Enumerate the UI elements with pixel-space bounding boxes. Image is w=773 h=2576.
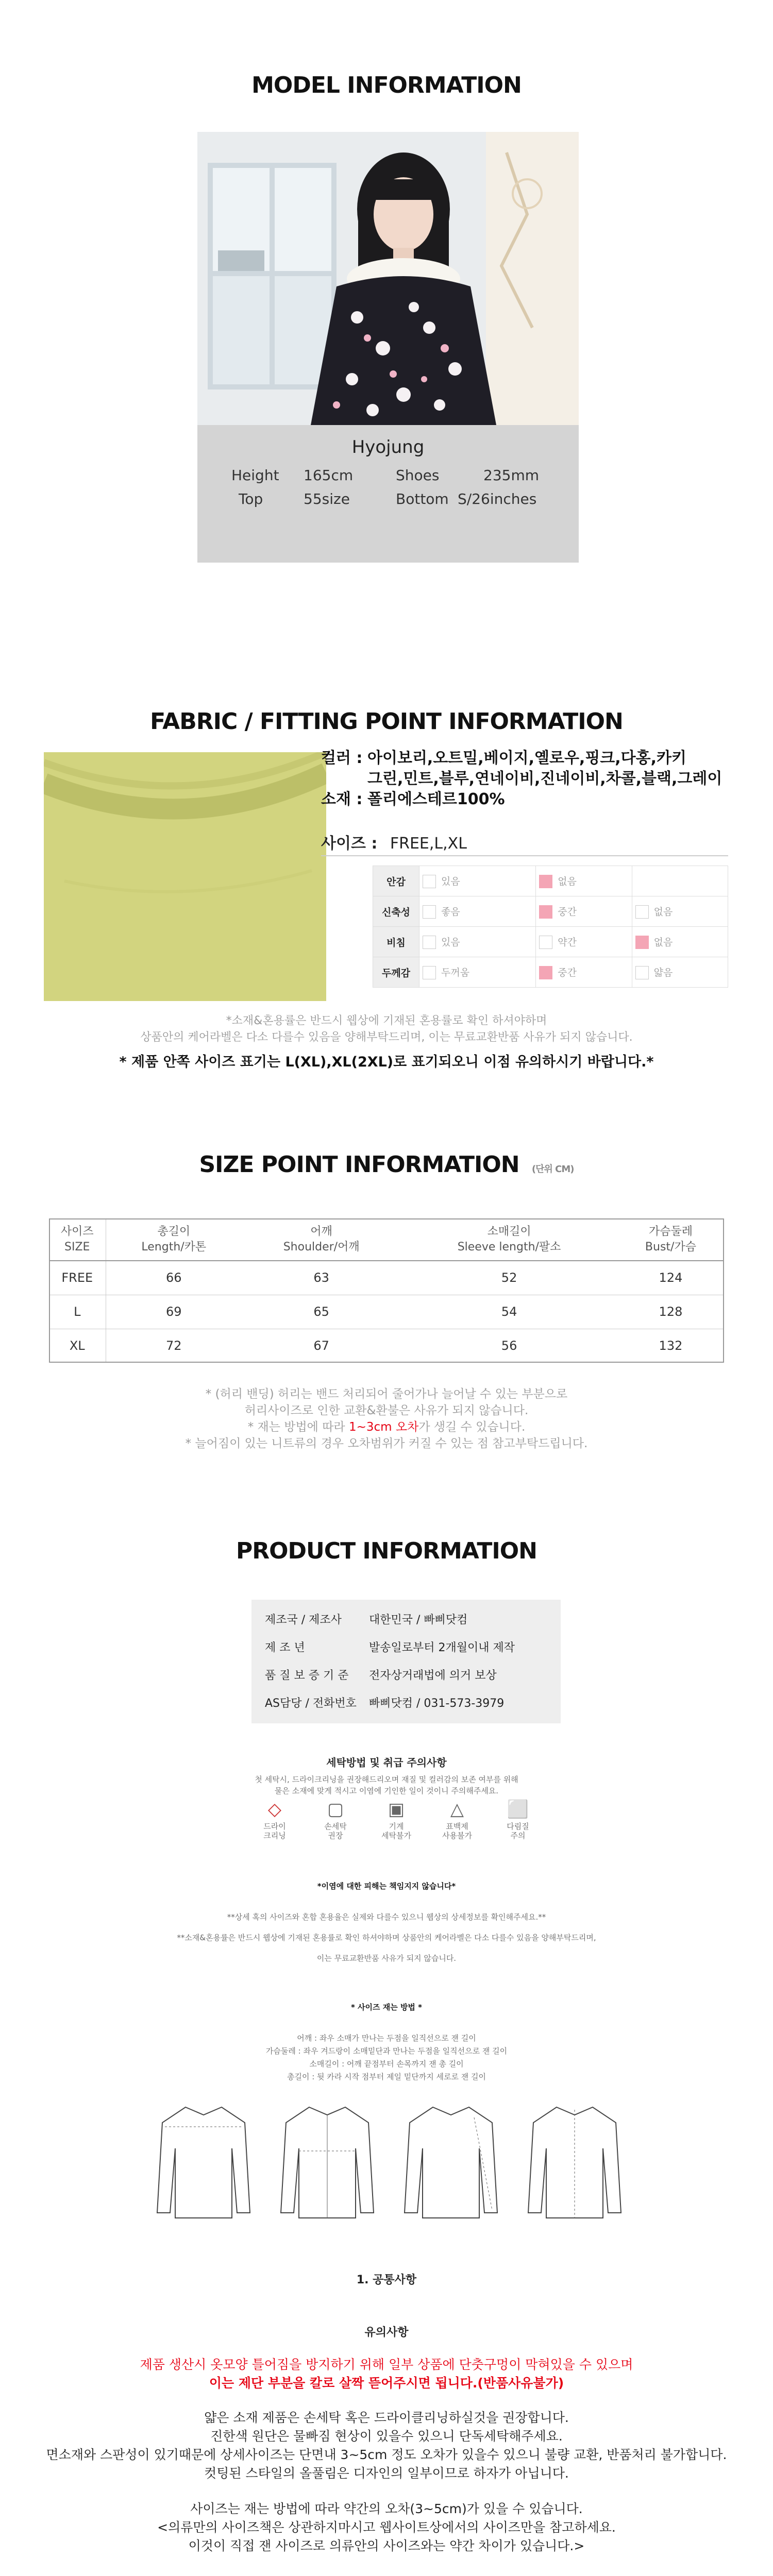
notice-line: 사이즈는 재는 방법에 따라 약간의 오차(3~5cm)가 있을 수 있습니다. bbox=[190, 2501, 583, 2516]
product-info-row bbox=[251, 1639, 561, 1662]
fit-row-label: 두께감 bbox=[373, 957, 419, 988]
product-info-value: 대한민국 / 빠삐닷컴 bbox=[369, 1614, 468, 1626]
product-info-row bbox=[251, 1611, 561, 1634]
notice-line: 컷팅된 스타일의 올풀림은 디자인의 일부이므로 하자가 아닙니다. bbox=[204, 2466, 569, 2481]
spec-key: Bottom bbox=[396, 490, 449, 507]
size-table-frame bbox=[49, 1218, 724, 1363]
product-info-key: 품 질 보 증 기 준 bbox=[265, 1669, 349, 1682]
iron-caution-icon: ⬜ 다림질 주의 bbox=[507, 1799, 529, 1840]
care-note-2: **소재&혼용률은 반드시 웹상에 기재된 혼용률로 확인 하셔야하며 상품안의 케어라벨은 다소 다를수 있음을 양해부탁드리며, bbox=[177, 1933, 596, 1942]
size-cell: 65 bbox=[242, 1295, 401, 1329]
fit-option: 없음 bbox=[632, 896, 728, 927]
fabric-photo bbox=[44, 752, 326, 1001]
fabric-note-2: 상품안의 케어라벨은 다소 다를수 있음을 양해부탁드리며, 이는 무료교환반품 사유가 되지 않습니다. bbox=[140, 1031, 633, 1044]
spec-value: 55size bbox=[304, 490, 350, 507]
size-note-1: * (허리 밴딩) 허리는 밴드 처리되어 줄어가나 늘어날 수 있는 부분으로 bbox=[205, 1387, 568, 1401]
size-cell: 52 bbox=[401, 1261, 617, 1295]
size-cell: 124 bbox=[617, 1261, 724, 1295]
no-machine-wash-icon: ▣ 기계 세탁불가 bbox=[381, 1799, 411, 1840]
fit-row-label: 안감 bbox=[373, 866, 419, 896]
fitting-table bbox=[373, 866, 728, 988]
product-info-key: 제조국 / 제조사 bbox=[265, 1614, 342, 1626]
size-note-2: 허리사이즈로 인한 교환&환불은 사유가 되지 않습니다. bbox=[244, 1404, 529, 1417]
model-section-title: MODEL INFORMATION bbox=[251, 72, 522, 98]
size-note-4: * 늘어짐이 있는 니트류의 경우 오차범위가 커질 수 있는 점 참고부탁드립니다. bbox=[185, 1437, 588, 1450]
model-spec-row bbox=[197, 490, 579, 511]
divider bbox=[321, 855, 728, 856]
product-info-value: 발송일로부터 2개월이내 제작 bbox=[369, 1641, 515, 1654]
fit-option: 없음 bbox=[536, 866, 632, 896]
measure-line: 소매길이 : 어깨 끝점부터 손목까지 잰 총 길이 bbox=[309, 2059, 464, 2069]
checkbox-icon bbox=[423, 905, 436, 919]
size-cell: 67 bbox=[313, 1338, 329, 1353]
size-cell: 128 bbox=[617, 1295, 724, 1329]
checkbox-icon bbox=[539, 936, 552, 949]
spec-value: 235mm bbox=[483, 467, 539, 484]
fit-option: 두꺼움 bbox=[419, 957, 536, 988]
care-note-1: **상세 혹의 사이즈와 혼합 혼용율은 실제와 다를수 있으니 웹상의 상세정보를 확인해주세요.** bbox=[227, 1912, 546, 1922]
spec-value: 165cm bbox=[304, 467, 354, 484]
size-title-text: SIZE POINT INFORMATION bbox=[199, 1151, 519, 1178]
fit-option: 있음 bbox=[419, 866, 536, 896]
fit-row bbox=[373, 896, 728, 927]
fit-option: 없음 bbox=[632, 927, 728, 957]
care-title: 세탁방법 및 취급 주의사항 bbox=[326, 1756, 447, 1769]
color-value-line1: 아이보리,오트밀,베이지,옐로우,핑크,다홍,카키 bbox=[367, 749, 686, 767]
care-intro-1: 첫 세탁시, 드라이크리닝을 권장해드리오며 재질 및 컬러감의 보존 여부를 위해 bbox=[255, 1775, 518, 1784]
size-header-cell: 어깨 Shoulder/어깨 bbox=[242, 1218, 401, 1261]
notice-line: 면소재와 스판성이 있기때문에 상세사이즈는 단면내 3~5cm 정도 오차가 있을수 있으니 불량 교환, 반품처리 불가합니다. bbox=[46, 2447, 727, 2462]
notice-line: 진한색 원단은 물빠짐 현상이 있을수 있으니 단독세탁해주세요. bbox=[210, 2429, 563, 2444]
spec-value: S/26inches bbox=[458, 490, 537, 507]
measure-illustrations bbox=[155, 2102, 629, 2221]
fit-option: 중간 bbox=[536, 957, 632, 988]
size-note-red: 1~3cm 오차 bbox=[348, 1420, 419, 1434]
fit-option-empty bbox=[632, 866, 728, 896]
measure-line: 총길이 : 뒷 카라 시작 점부터 제일 밑단까지 세로로 잰 길이 bbox=[287, 2072, 486, 2081]
fit-row bbox=[373, 866, 728, 896]
fabric-section-title: FABRIC / FITTING POINT INFORMATION bbox=[150, 708, 623, 735]
size-header-cell: 가슴둘레 Bust/가슴 bbox=[617, 1218, 724, 1261]
size-header-cell: 소매길이 Sleeve length/팔소 bbox=[401, 1218, 617, 1261]
hand-wash-icon: ▢ 손세탁 권장 bbox=[324, 1799, 347, 1840]
size-unit: (단위 CM) bbox=[531, 1164, 574, 1175]
color-label: 컬러 : bbox=[321, 749, 363, 767]
size-header-cell: 총길이 Length/카톤 bbox=[106, 1218, 242, 1261]
checkbox-icon bbox=[423, 936, 436, 949]
checkbox-checked-icon bbox=[539, 905, 552, 919]
notice-line: 이것이 직접 잰 사이즈로 의류안의 사이즈와는 약간 차이가 있습니다.> bbox=[188, 2538, 585, 2553]
size-cell: FREE bbox=[49, 1261, 106, 1295]
dye-warning: *이염에 대한 피해는 책임지지 않습니다* bbox=[317, 1882, 456, 1891]
product-info-row bbox=[251, 1667, 561, 1690]
fit-row-label: 신축성 bbox=[373, 896, 419, 927]
size-label: 사이즈 : bbox=[321, 835, 378, 853]
size-cell: 54 bbox=[401, 1295, 617, 1329]
notice-line: <의류만의 사이즈책은 상관하지마시고 웹사이트상에서의 사이즈만을 참고하세요. bbox=[157, 2520, 616, 2535]
dry-clean-icon: ◇ 드라이 크리닝 bbox=[263, 1799, 286, 1840]
spec-key: Shoes bbox=[396, 467, 440, 484]
fit-option: 약간 bbox=[536, 927, 632, 957]
care-icon-row bbox=[254, 1799, 543, 1845]
size-cell: 132 bbox=[659, 1338, 683, 1353]
size-cell: 63 bbox=[242, 1261, 401, 1295]
fit-row bbox=[373, 927, 728, 957]
size-cell: XL bbox=[49, 1329, 106, 1363]
product-info-row bbox=[251, 1694, 561, 1718]
notice-red-2: 이는 제단 부분을 칼로 살짝 뜯어주시면 됩니다.(반품사유불가) bbox=[209, 2376, 564, 2391]
notice-line: 얇은 소재 제품은 손세탁 혹은 드라이클리닝하실것을 권장합니다. bbox=[204, 2410, 569, 2425]
checkbox-checked-icon bbox=[539, 875, 552, 888]
measure-line: 어깨 : 좌우 소매가 만나는 두점을 일직선으로 잰 길이 bbox=[297, 2033, 476, 2043]
product-info-value: 전자상거래법에 의거 보상 bbox=[369, 1669, 497, 1682]
fit-option: 있음 bbox=[419, 927, 536, 957]
model-name: Hyojung bbox=[351, 437, 425, 457]
care-note-3: 이는 무료교환반품 사유가 되지 않습니다. bbox=[316, 1954, 457, 1963]
checkbox-icon bbox=[423, 875, 436, 888]
fit-option: 좋음 bbox=[419, 896, 536, 927]
material-value: 폴리에스테르100% bbox=[367, 790, 505, 808]
size-cell: 69 bbox=[106, 1295, 242, 1329]
product-info-value: 빠삐닷컴 / 031-573-3979 bbox=[369, 1697, 505, 1710]
fit-row-label: 비침 bbox=[373, 927, 419, 957]
size-cell: L bbox=[49, 1295, 106, 1329]
notice-title: 1. 공통사항 bbox=[356, 2274, 417, 2286]
size-note-3: * 재는 방법에 따라 1~3cm 오차가 생길 수 있습니다. bbox=[247, 1420, 526, 1434]
checkbox-icon bbox=[423, 966, 436, 979]
size-value: FREE,L,XL bbox=[390, 835, 467, 853]
model-card bbox=[197, 132, 579, 563]
checkbox-icon bbox=[635, 966, 649, 979]
size-cell: 56 bbox=[501, 1338, 517, 1353]
model-spec-row bbox=[197, 467, 579, 487]
size-cell: 72 bbox=[166, 1338, 182, 1353]
checkbox-icon bbox=[635, 905, 649, 919]
size-header-cell: 사이즈 SIZE bbox=[49, 1218, 106, 1261]
fabric-size-line bbox=[321, 831, 467, 853]
checkbox-checked-icon bbox=[635, 936, 649, 949]
product-section-title: PRODUCT INFORMATION bbox=[236, 1538, 537, 1564]
shirt-length-icon bbox=[526, 2102, 624, 2221]
measure-title: * 사이즈 재는 방법 * bbox=[350, 2003, 422, 2012]
fabric-note-1: *소재&혼용률은 반드시 웹상에 기재된 혼용률로 확인 하셔야하며 bbox=[226, 1014, 547, 1027]
shirt-shoulder-icon bbox=[155, 2102, 253, 2221]
spec-key: Height bbox=[231, 467, 279, 484]
fit-row bbox=[373, 957, 728, 988]
product-info-box bbox=[251, 1600, 561, 1723]
shirt-sleeve-icon bbox=[402, 2102, 500, 2221]
no-bleach-icon: △ 표백제 사용불가 bbox=[442, 1799, 472, 1840]
spec-key: Top bbox=[239, 490, 263, 507]
color-value-line2: 그린,민트,블루,연네이비,진네이비,차콜,블랙,그레이 bbox=[367, 770, 722, 788]
fit-option: 얇음 bbox=[632, 957, 728, 988]
notice-red-1: 제품 생산시 옷모양 틀어짐을 방지하기 위해 일부 상품에 단춧구멍이 막혀있을 수 있으며 bbox=[140, 2357, 633, 2372]
fit-option: 중간 bbox=[536, 896, 632, 927]
checkbox-checked-icon bbox=[539, 966, 552, 979]
size-section-title bbox=[0, 1151, 773, 1178]
care-intro-2: 물은 소재에 맞게 적시고 이염에 기인한 일이 것이니 주의해주세요. bbox=[274, 1786, 499, 1795]
size-cell: 66 bbox=[106, 1261, 242, 1295]
measure-line: 가슴둘레 : 좌우 겨드랑이 소매밑단과 만나는 두점을 일직선으로 잰 길이 bbox=[265, 2046, 508, 2056]
product-info-key: AS담당 / 전화번호 bbox=[265, 1697, 357, 1710]
model-photo bbox=[197, 132, 579, 425]
material-label: 소재 : bbox=[321, 790, 363, 808]
product-info-key: 제 조 년 bbox=[265, 1641, 305, 1654]
shirt-bust-icon bbox=[278, 2102, 376, 2221]
fabric-size-label-note: * 제품 안쪽 사이즈 표기는 L(XL),XL(2XL)로 표기되오니 이점 유의하시기 바랍니다.* bbox=[119, 1054, 654, 1070]
notice-subtitle: 유의사항 bbox=[364, 2326, 409, 2339]
